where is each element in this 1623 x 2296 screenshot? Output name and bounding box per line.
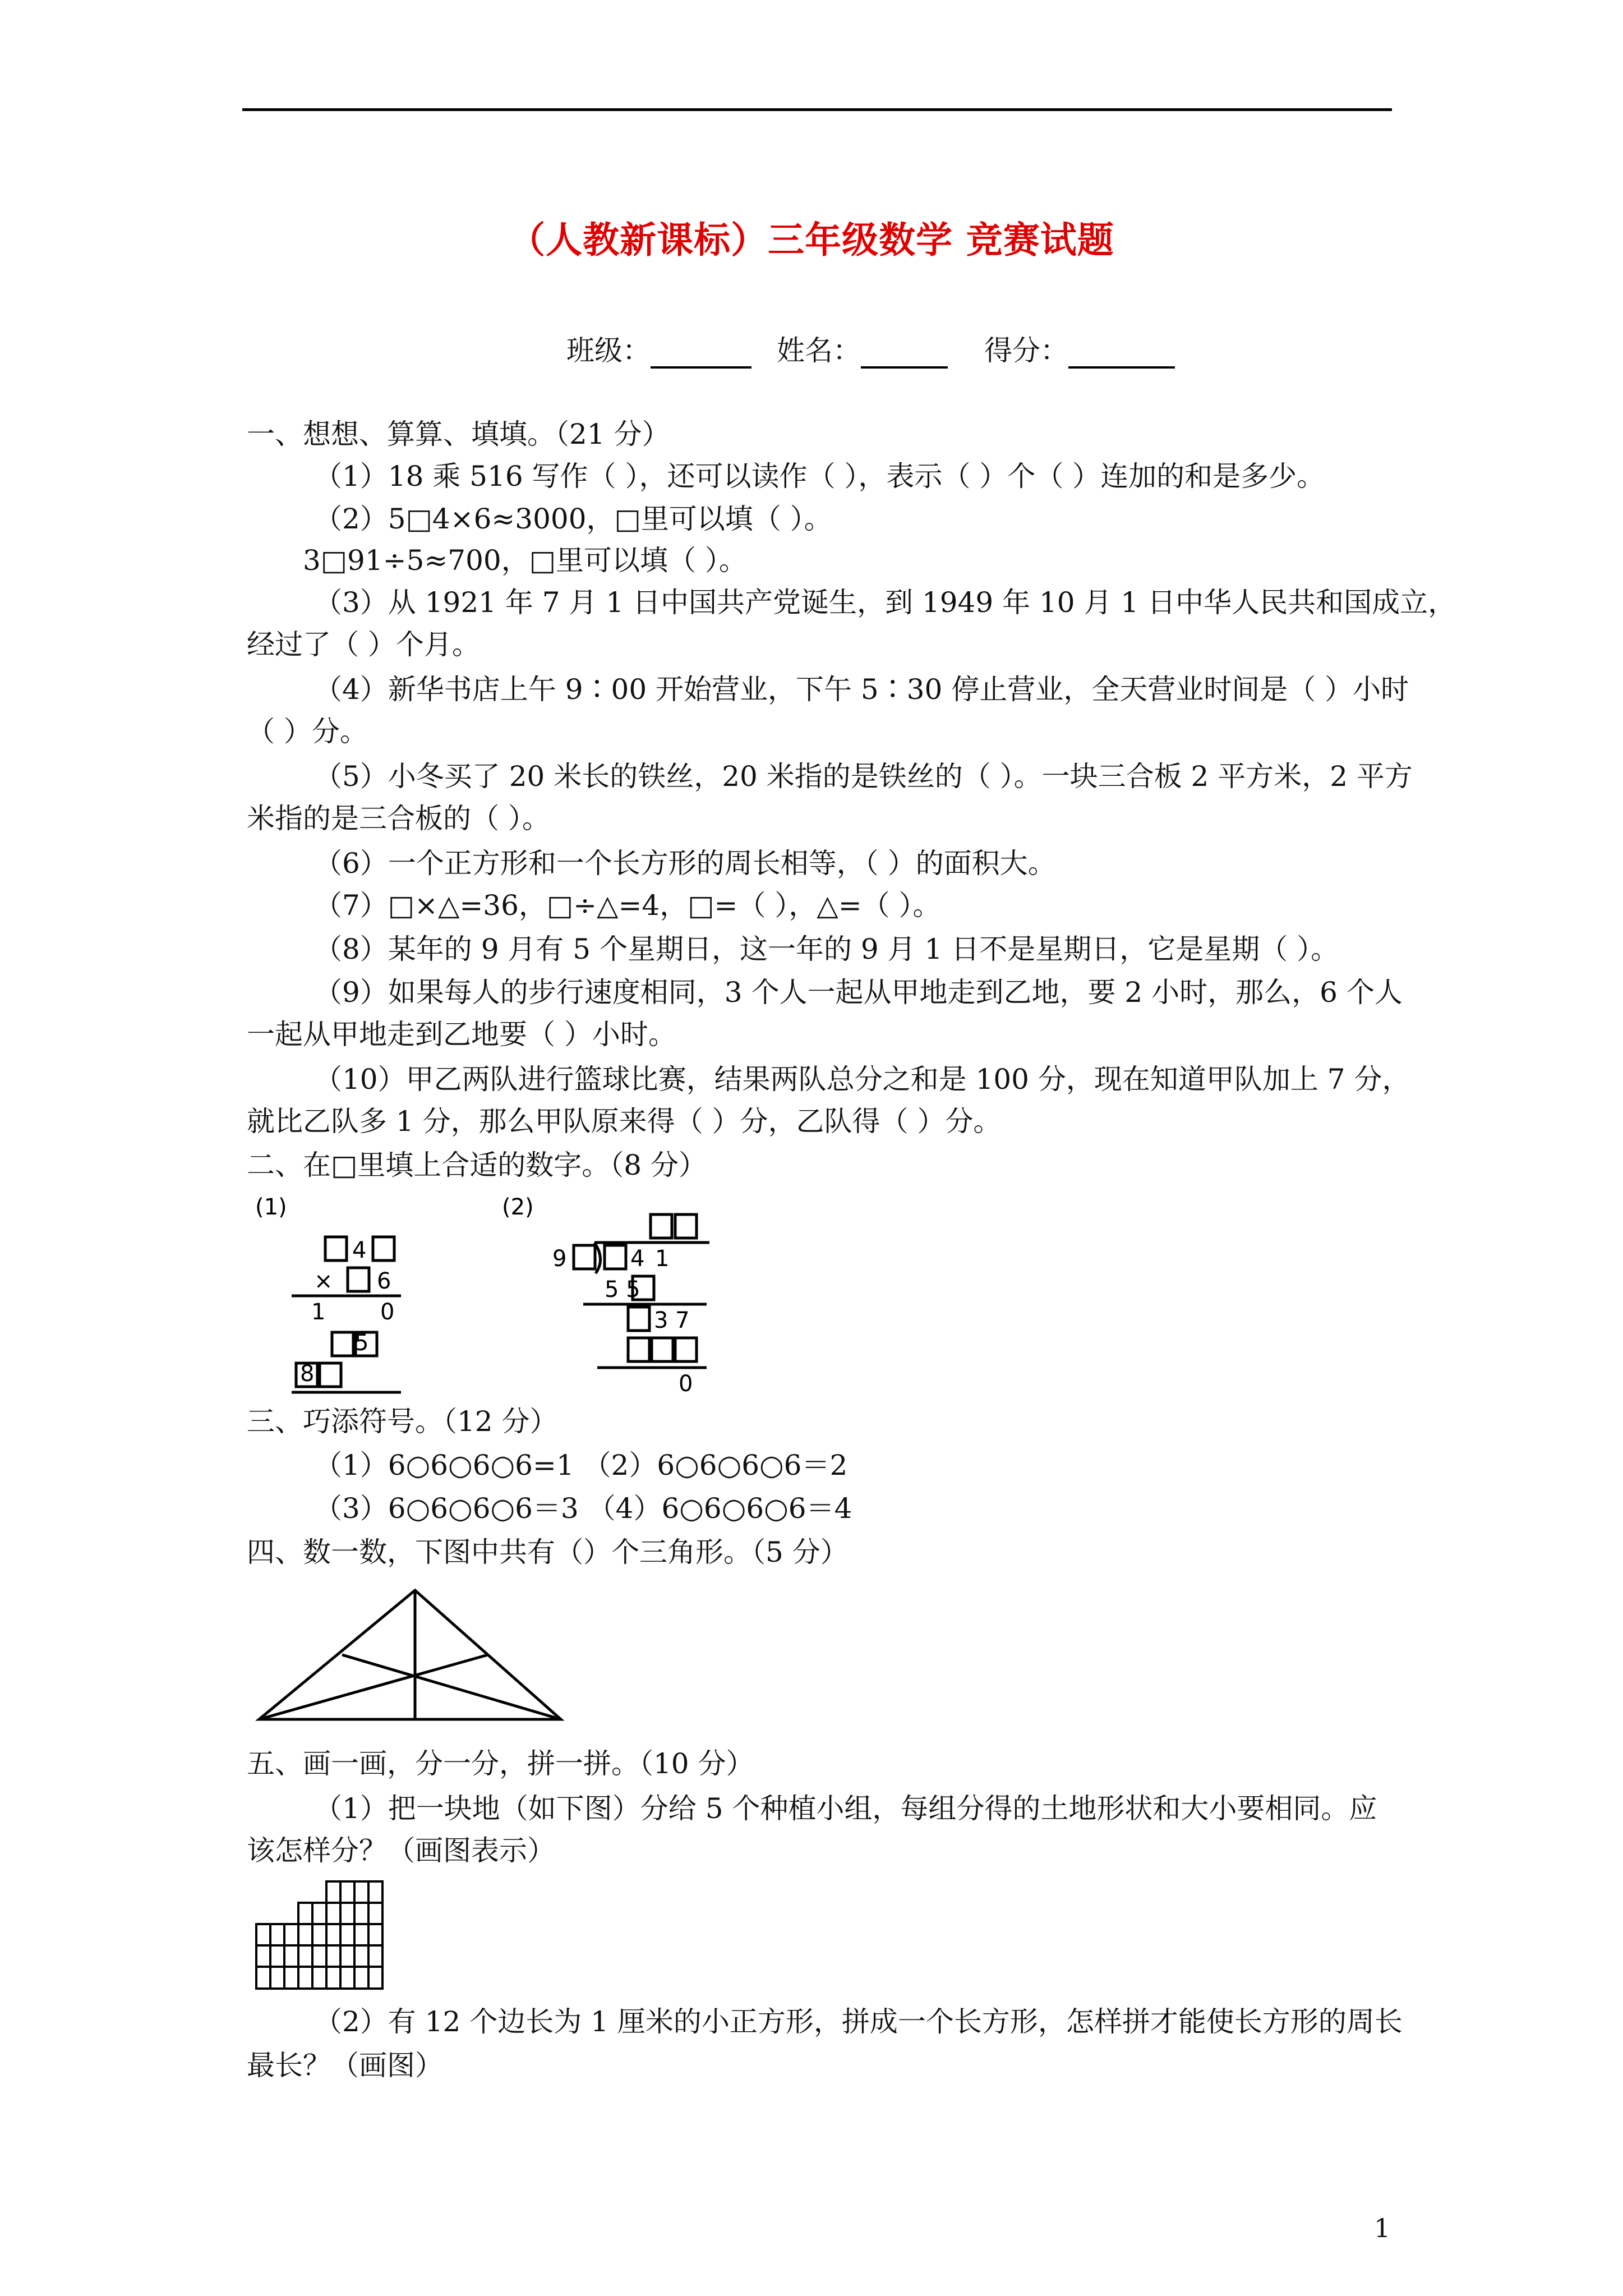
question-line: （4）新华书店上午 9∶00 开始营业，下午 5∶30 停止营业，全天营业时间是（ ）小时 (314, 673, 1409, 706)
name-field (777, 328, 948, 369)
class-field (566, 328, 751, 369)
question-line: （1）18 乘 516 写作（ ），还可以读作（ ），表示（ ）个（ ）连加的和是多少。 (314, 460, 1325, 493)
score-field (984, 328, 1175, 369)
question-line: 最长？（画图） (247, 2049, 443, 2082)
land-grid-figure (255, 1879, 401, 1991)
question-line: （7）□×△=36，□÷△=4，□=（ ），△=（ ）。 (314, 889, 941, 922)
name-blank[interactable] (861, 339, 948, 369)
question-line: 3□91÷5≈700，□里可以填（ ）。 (303, 544, 747, 577)
question-line: 就比乙队多 1 分，那么甲队原来得（ ）分，乙队得（ ）分。 (247, 1105, 1002, 1138)
fig1-digit: 5 (354, 1330, 369, 1356)
fig1-digit: 6 (377, 1268, 391, 1294)
page-number: 1 (1374, 2213, 1391, 2243)
fig2-divisor: 9 (552, 1246, 567, 1272)
question-line: （1）把一块地（如下图）分给 5 个种植小组，每组分得的土地形状和大小要相同。应 (314, 1792, 1377, 1825)
question-line: 一起从甲地走到乙地要（ ）小时。 (247, 1018, 676, 1051)
section5-heading: 五、画一画，分一分，拼一拼。（10 分） (247, 1747, 754, 1780)
question-line: （10）甲乙两队进行篮球比赛，结果两队总分之和是 100 分，现在知道甲队加上 7 分， (314, 1063, 1410, 1096)
score-label: 得分： (984, 334, 1068, 367)
fig2-label: (2) (502, 1194, 534, 1220)
question-line: 该怎样分？（画图表示） (247, 1834, 555, 1867)
page-title: （人教新课标）三年级数学 竞赛试题 (509, 219, 1114, 261)
fig1-digit: 4 (352, 1237, 367, 1263)
fig1-digit: 1 (311, 1299, 326, 1325)
triangle-figure (247, 1582, 572, 1733)
name-label: 姓名： (777, 334, 861, 367)
score-blank[interactable] (1068, 339, 1175, 369)
fig2-digits: 5 5 (605, 1277, 640, 1303)
question-line: （9）如果每人的步行速度相同，3 个人一起从甲地走到乙地，要 2 小时，那么，6 个人 (314, 976, 1403, 1009)
section2-heading: 二、在□里填上合适的数字。（8 分） (247, 1149, 707, 1181)
fig2-digits: 3 7 (654, 1308, 690, 1333)
fig2-digit: 4 (630, 1246, 645, 1272)
fig1-digit: 0 (380, 1299, 395, 1325)
question-line: （5）小冬买了 20 米长的铁丝，20 米指的是铁丝的（ ）。一块三合板 2 平方米，2 平方 (314, 760, 1413, 793)
question-line: （8）某年的 9 月有 5 个星期日，这一年的 9 月 1 日不是星期日，它是星期（ ）。 (314, 933, 1339, 965)
header-rule (242, 108, 1392, 111)
fig1-label: (1) (255, 1194, 287, 1220)
question-line: （3）6○6○6○6＝3 （4）6○6○6○6＝4 (314, 1492, 852, 1525)
section1-heading: 一、想想、算算、填填。（21 分） (247, 418, 670, 450)
question-line: （1）6○6○6○6=1 （2）6○6○6○6＝2 (314, 1449, 848, 1481)
class-blank[interactable] (651, 339, 751, 369)
digit-puzzle-figures (247, 1189, 751, 1402)
section3-heading: 三、巧添符号。（12 分） (247, 1405, 558, 1438)
question-line: （ ）分。 (247, 715, 368, 748)
question-line: 经过了（ ）个月。 (247, 628, 480, 661)
fig2-remainder: 0 (679, 1371, 693, 1397)
question-line: （2）5□4×6≈3000，□里可以填（ ）。 (314, 503, 832, 535)
class-label: 班级： (566, 334, 651, 367)
fig1-digit: 8 (300, 1361, 315, 1387)
question-line: （3）从 1921 年 7 月 1 日中国共产党诞生，到 1949 年 10 月 1 日中华人民共和国成立， (314, 586, 1456, 619)
fig2-digit: 1 (655, 1246, 670, 1272)
question-line: 米指的是三合板的（ ）。 (247, 802, 550, 835)
section4-heading: 四、数一数，下图中共有（）个三角形。（5 分） (247, 1536, 849, 1568)
question-line: （2）有 12 个边长为 1 厘米的小正方形，拼成一个长方形，怎样拼才能使长方形的周长 (314, 2005, 1403, 2038)
fig1-op: × (314, 1268, 333, 1294)
question-line: （6）一个正方形和一个长方形的周长相等，（ ）的面积大。 (314, 847, 1056, 880)
